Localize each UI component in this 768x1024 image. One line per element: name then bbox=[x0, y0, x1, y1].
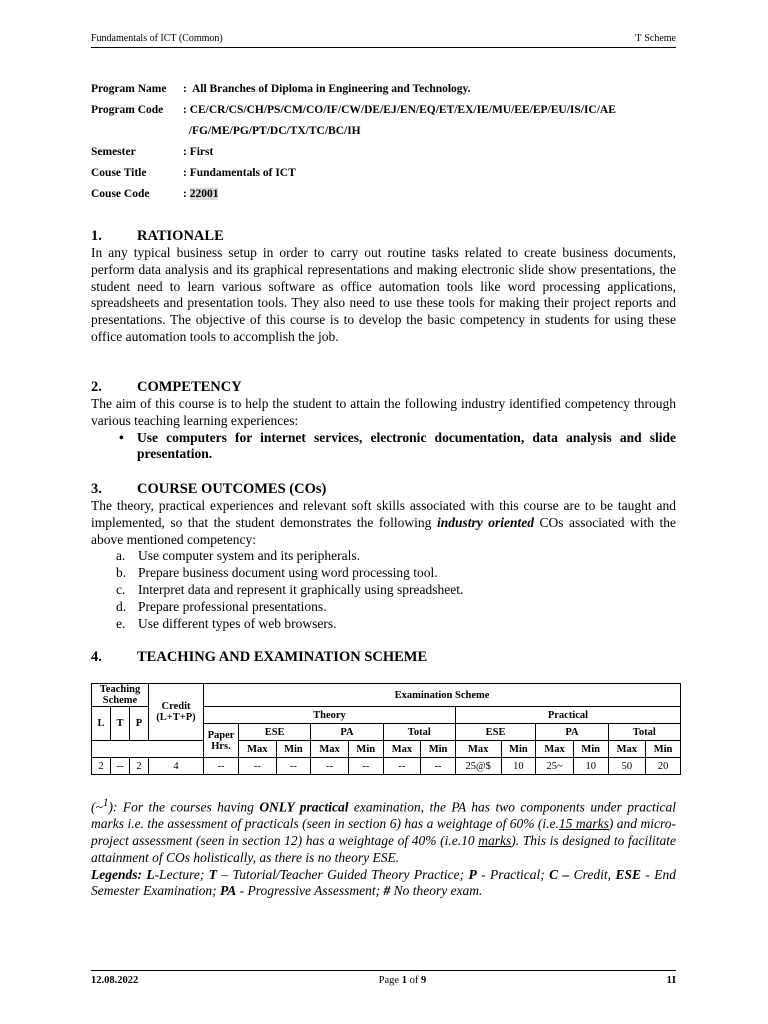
rationale-text: In any typical business setup in order to carry out routine tasks related to create business documents, perform data analysis and its graphical representations and making electronic slide show presentations, the student need to learn various software as office automation tools like word processing applications, spreadsheets and presentation tools. They also need to use these tools for making their project reports and presentations. The objective of this course is to develop the basic competency in students for using these office automation tools to accomplish the job. bbox=[91, 245, 676, 344]
meta-row: Semester : First bbox=[91, 146, 214, 158]
list-item: a. Use computer system and its peripherals. bbox=[116, 548, 360, 564]
competency-text: The aim of this course is to help the student to attain the following industry identified competency through various teaching learning experiences: • Use computers for internet services, electronic documentation, data analysis and slide presentation. bbox=[91, 396, 676, 462]
course-outcomes-list bbox=[91, 548, 676, 632]
meta-row: Program Name : All Branches of Diploma in Engineering and Technology. bbox=[91, 83, 471, 95]
competency-bullet: • Use computers for internet services, electronic documentation, data analysis and slide presentation. bbox=[119, 429, 676, 462]
section-title-course-outcomes: 3. COURSE OUTCOMES (COs) bbox=[91, 481, 327, 497]
header-scheme: 'I' Scheme bbox=[634, 33, 676, 44]
teaching-examination-table: Teaching Scheme Credit (L+T+P) Examination Scheme L T P Theory Practical Paper Hrs. ESE PA Total ESE PA Total Max Min Max Min Max Min Max Min Max Min Max Min 2 -- 2 4 -- -- -- -- -- -- -- 25@$ 10 25~ 10 50 20 bbox=[91, 683, 681, 775]
footer-right: 1I bbox=[666, 975, 676, 986]
meta-row: /FG/ME/PG/PT/DC/TX/TC/BC/IH bbox=[183, 125, 361, 137]
section-title-teaching-scheme: 4. TEACHING AND EXAMINATION SCHEME bbox=[91, 649, 428, 665]
course-outcomes-text: The theory, practical experiences and relevant soft skills associated with this course are to be taught and implemented, so that the student demonstrates the following industry oriented COs associated with the above mentioned competency: a. Use computer system and its peripherals. b. Prepare business document using word processing tool. c. Interpret data and represent it graphically using spreadsheet. d. Prepare professional presentations. e. Use different types of web browsers. bbox=[91, 498, 677, 631]
list-item: c. Interpret data and represent it graphically using spreadsheet. bbox=[116, 581, 464, 597]
program-meta bbox=[91, 83, 616, 209]
section-title-rationale: 1. RATIONALE bbox=[91, 228, 224, 244]
page-header bbox=[91, 33, 676, 48]
list-item: e. Use different types of web browsers. bbox=[116, 615, 337, 631]
course-code: 22001 bbox=[189, 188, 219, 200]
list-item: b. Prepare business document using word processing tool. bbox=[116, 565, 438, 581]
footer-date: 12.08.2022 bbox=[91, 975, 139, 986]
header-course-name: Fundamentals of ICT (Common) bbox=[91, 33, 223, 44]
page-footer bbox=[91, 975, 676, 986]
legends: Legends: L-Lecture; T – Tutorial/Teacher Guided Theory Practice; P - Practical; C – Credit, ESE - End Semester Examination; PA - Progressive Assessment; # No theory exam. bbox=[91, 866, 676, 899]
section-title-competency: 2. COMPETENCY bbox=[91, 379, 242, 395]
list-item: d. Prepare professional presentations. bbox=[116, 598, 327, 614]
meta-row: Couse Title : Fundamentals of ICT bbox=[91, 167, 296, 179]
meta-row: Couse Code : 22001 bbox=[91, 188, 219, 200]
footer-divider bbox=[91, 970, 676, 971]
page-number: Page 1 of 9 bbox=[378, 975, 427, 986]
pa-note: (~$^1$): For the courses having ONLY practical examination, the PA has two components under practical marks i.e. the assessment of practicals (seen in section 6) has a weightage of 60% (i.e.15 marks) and micro-project assessment (seen in section 12) has a weightage of 40% (i.e.10 marks). This is designed to facilitate attainment of COs holistically, as there is no theory ESE. Legends: L-Lecture; T – Tutorial/Teacher Guided Theory Practice; P - Practical; C – Credit, ESE - End Semester Examination; PA - Progressive Assessment; # No theory exam. bbox=[91, 797, 677, 899]
table-row: 2 -- 2 4 -- -- -- -- -- -- -- 25@$ 10 25~ 10 50 20 bbox=[92, 758, 681, 775]
meta-row: Program Code : CE/CR/CS/CH/PS/CM/CO/IF/CW/DE/EJ/EN/EQ/ET/EX/IE/MU/EE/EP/EU/IS/IC/AE bbox=[91, 104, 616, 116]
